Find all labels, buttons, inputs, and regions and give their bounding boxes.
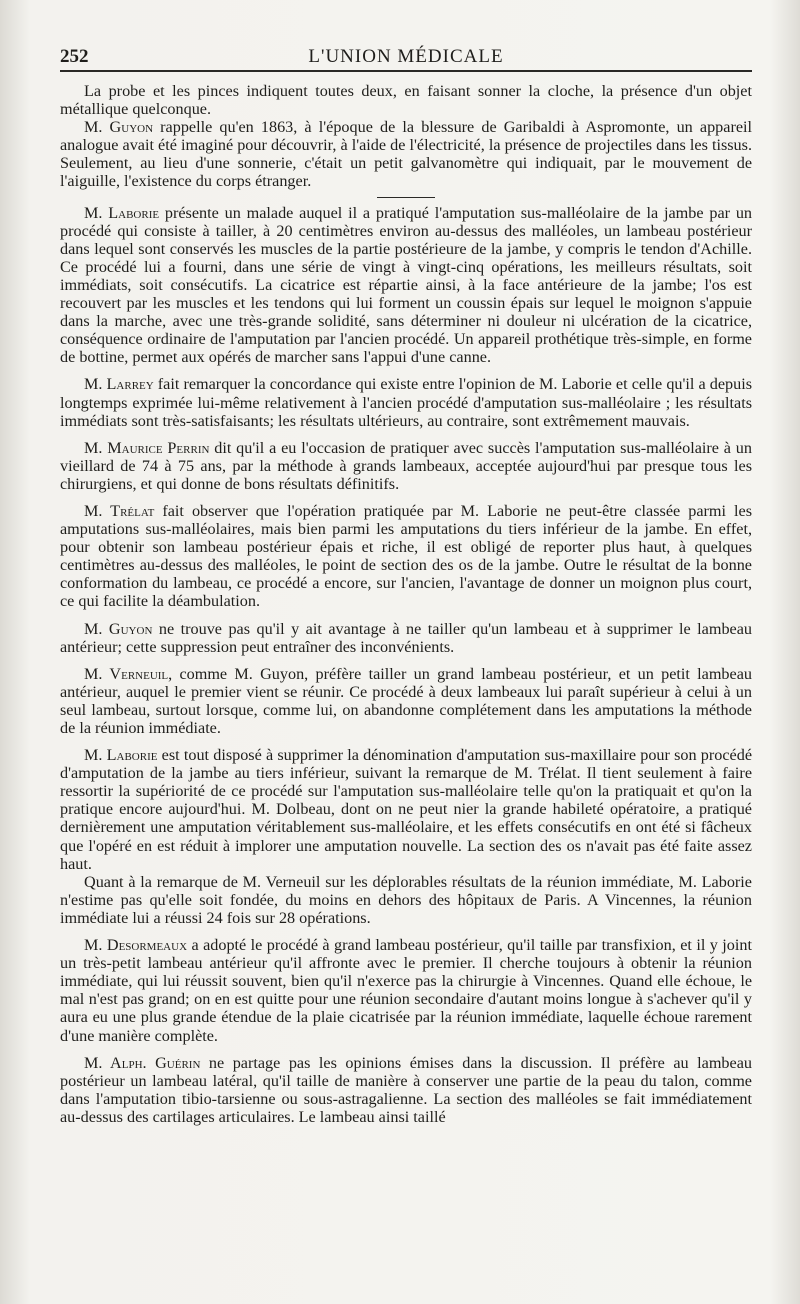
article-body [60,82,752,1126]
speaker-name: M. Maurice Perrin [84,438,210,457]
running-title: L'UNION MÉDICALE [308,46,504,67]
paragraph-text: dit qu'il a eu l'occasion de pratiquer avec succès l'amputation sus-malléolaire à un vieillard de 74 à 75 ans, par la méthode à grands lambeaux, acceptée aujourd'hui par presque tous les chirurgiens, et qui donne de bons résultats définitifs. [60,438,752,493]
paragraph [60,375,752,429]
speaker-name: M. Verneuil [84,664,169,683]
paragraph [60,439,752,493]
paragraph [60,665,752,737]
paragraph-text: a adopté le procédé à grand lambeau postérieur, qu'il taille par transfixion, et il y joint un très-petit lambeau antérieur qu'il affronte avec le premier. Il cherche toujours à obtenir la réunion immédiate, qui lui réussit souvent, bien qu'il n'exerce pas la chirurgie à Vincennes. Quand elle échoue, le mal n'est pas grand; on en est quitte pour une réunion secondaire d'autant moins longue à s'achever qu'il y aura eu une plus grande étendue de la plaie cicatrisée par la réunion immédiate, laquelle échoue rarement d'une manière complète. [60,936,752,1045]
paragraph-text: rappelle qu'en 1863, à l'époque de la blessure de Garibaldi à Aspromonte, un appareil analogue avait été imaginé pour découvrir, à l'aide de l'électricité, la présence de projectiles dans les tissus. Seulement, au lieu d'une sonnerie, c'était un petit galvanomètre qui indiquait, par le mouvement de l'aiguille, l'existence du corps étranger. [60,118,753,191]
section-separator [377,197,435,198]
paragraph-text: , comme M. Guyon, préfère tailler un grand lambeau postérieur, et un petit lambeau antérieur, auquel le premier vient se réunir. Ce procédé à deux lambeaux lui paraît supérieur à celui à un seul lambeau, surtout lorsque, comme lui, on abandonne complétement dans les amputations la méthode de la réunion immédiate. [60,664,752,737]
speaker-name: M. Laborie [84,203,160,222]
header-rule [60,70,752,72]
paragraph-text: fait remarquer la concordance qui existe entre l'opinion de M. Laborie et celle qu'il a depuis longtemps exprimée lui-même relativement à l'ancien procédé d'amputation sus-malléolaire ; les résultats immédiats sont très-satisfaisants; les résultats ultérieurs, au contraire, sont extrêmement mauvais. [60,375,753,430]
paragraph-text: ne trouve pas qu'il y ait avantage à ne tailler qu'un lambeau et à supprimer le lambeau antérieur; cette suppression peut entraîner des inconvénients. [60,619,753,656]
paragraph [60,118,752,190]
paragraph [60,204,752,367]
speaker-name: M. Laborie [84,746,158,765]
speaker-name: M. Larrey [84,375,154,394]
paragraph [60,502,752,611]
page-header [60,40,752,70]
speaker-name: M. Trélat [84,501,155,520]
paragraph-text: présente un malade auquel il a pratiqué l'amputation sus-malléolaire de la jambe par un procédé qui consiste à tailler, à 20 centimètres environ au-dessus des malléoles, un lambeau postérieur dans lequel sont conservés les muscles de la partie postérieure de la jambe, y compris le tendon d'Achille. Ce procédé lui a fourni, dans une série de vingt à vingt-cinq opérations, les meilleurs résultats, soit immédiats, soit consécutifs. La cicatrice est répartie ainsi, à la face antérieure de la jambe; l'os est recouvert par les muscles et les tendons qui lui forment un coussin épais sur lequel le moignon s'appuie dans la marche, avec une très-grande solidité, sans déterminer ni douleur ni ulcération de la cicatrice, conséquence ordinaire de l'amputation par l'ancien procédé. Un appareil prothétique très-simple, en forme de bottine, permet aux opérés de marcher sans l'appui d'une canne. [60,203,753,367]
paragraph [60,1054,752,1126]
paragraph [60,620,752,656]
speaker-name: M. Guyon [84,619,153,638]
speaker-name: M. Desormeaux [84,936,188,955]
paragraph [60,873,752,927]
paragraph-text: ne partage pas les opinions émises dans la discussion. Il préfère au lambeau postérieur un lambeau latéral, qu'il taille de manière à conserver une partie de la peau du talon, comme dans l'amputation tibio-tarsienne ou sous-astragalienne. La section des malléoles se fait immédiatement au-dessus des cartilages articulaires. Le lambeau ainsi taillé [60,1053,752,1126]
paragraph-text: Quant à la remarque de M. Verneuil sur les déplorables résultats de la réunion immédiate, M. Laborie n'estime pas qu'elle soit fondée, du moins en dehors des hôpitaux de Paris. A Vincennes, la réunion immédiate lui a réussi 24 fois sur 28 opérations. [60,872,752,927]
speaker-name: M. Alph. Guérin [84,1053,201,1072]
paragraph [60,936,752,1045]
paragraph [60,82,752,118]
page-number: 252 [60,46,89,67]
paragraph [60,746,752,873]
paragraph-text: est tout disposé à supprimer la dénomination d'amputation sus-maxillaire pour son procédé d'amputation de la jambe au tiers inférieur, suivant la remarque de M. Trélat. Il tient seulement à faire ressortir la supériorité de ce procédé sur l'amputation sus-malléolaire telle qu'on la pratiquait et qu'on la pratique encore aujourd'hui. M. Dolbeau, dont on ne peut nier la grande habileté opératoire, a pratiqué dernièrement une amputation véritablement sus-malléolaire, et les effets consécutifs en ont été si fâcheux que l'opéré en est réduit à implorer une amputation nouvelle. La section des os n'avait pas été faite assez haut. [60,746,752,873]
paragraph-text: fait observer que l'opération pratiquée par M. Laborie ne peut-être classée parmi les amputations sus-malléolaires, mais bien parmi les amputations du tiers inférieur de la jambe. En effet, pour obtenir son lambeau postérieur épais et riche, il est obligé de reporter plus haut, à quelques centimètres au-dessus des malléoles, le point de section des os de la jambe. Outre le résultat de la bonne conformation du lambeau, ce procédé a encore, sur l'ancien, l'avantage de donner un moignon plus court, ce qui facilite la déambulation. [60,501,752,611]
speaker-name: M. Guyon [84,118,154,137]
paragraph-text: La probe et les pinces indiquent toutes deux, en faisant sonner la cloche, la présence d'un objet métallique quelconque. [60,82,752,119]
